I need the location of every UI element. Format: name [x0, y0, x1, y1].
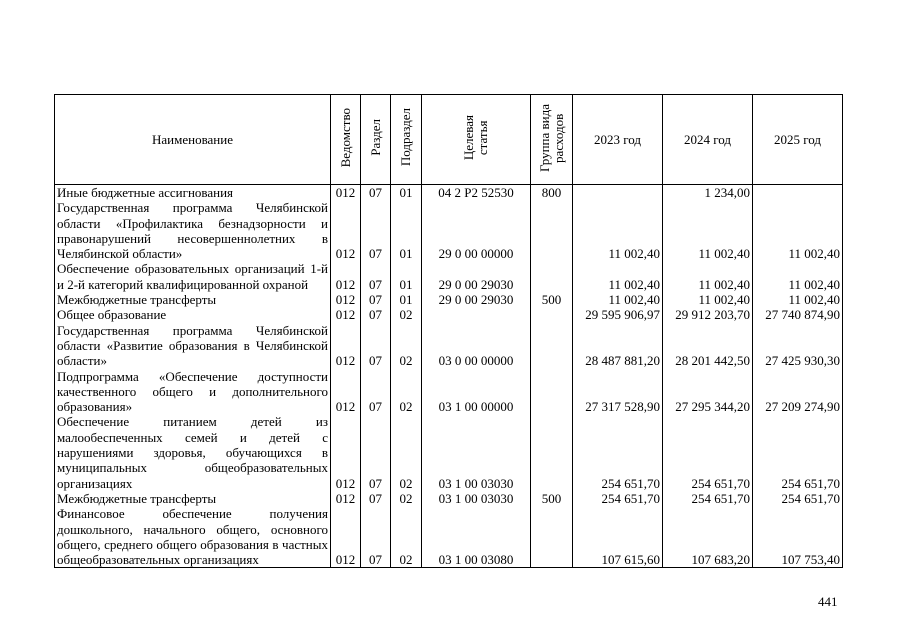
cell-y2025: 27 209 274,90: [753, 369, 843, 415]
cell-y2023: 254 651,70: [573, 414, 663, 490]
cell-y2023: 107 615,60: [573, 506, 663, 568]
cell-target: 29 0 00 29030: [422, 261, 531, 292]
table-row: [55, 323, 843, 369]
cell-y2024: 11 002,40: [663, 200, 753, 261]
cell-razdel: 07: [361, 292, 391, 307]
cell-target: 03 1 00 03080: [422, 506, 531, 568]
col-header-2023: 2023 год: [573, 95, 663, 185]
cell-ved: 012: [331, 307, 361, 322]
table-row: [55, 506, 843, 568]
cell-y2024: 1 234,00: [663, 185, 753, 201]
cell-group: 500: [531, 491, 573, 506]
cell-y2024: 107 683,20: [663, 506, 753, 568]
cell-target: 04 2 P2 52530: [422, 185, 531, 201]
col-header-vedomstvo: Ведомство: [331, 95, 361, 185]
cell-name: Общее образование: [55, 307, 331, 322]
cell-y2024: 11 002,40: [663, 292, 753, 307]
cell-name: Межбюджетные трансферты: [55, 491, 331, 506]
cell-podrazdel: 02: [391, 307, 422, 322]
cell-target: 03 1 00 00000: [422, 369, 531, 415]
cell-y2023: 11 002,40: [573, 292, 663, 307]
cell-podrazdel: 01: [391, 292, 422, 307]
table-row: [55, 261, 843, 292]
cell-name: Обеспечение питанием детей из малообеспеченных семей и детей с нарушениями здоровья, обучающихся в муниципальных общеобразовательных организациях: [55, 414, 331, 490]
cell-y2025: 11 002,40: [753, 261, 843, 292]
cell-y2024: 11 002,40: [663, 261, 753, 292]
page-number: 441: [818, 594, 838, 609]
cell-y2025: 107 753,40: [753, 506, 843, 568]
budget-table: [54, 94, 843, 568]
cell-ved: 012: [331, 506, 361, 568]
cell-razdel: 07: [361, 369, 391, 415]
cell-y2023: 11 002,40: [573, 261, 663, 292]
table-row: [55, 414, 843, 490]
cell-y2025: 254 651,70: [753, 491, 843, 506]
col-header-group: Группа вида расходов: [531, 95, 573, 185]
cell-podrazdel: 02: [391, 491, 422, 506]
cell-group: [531, 261, 573, 292]
col-header-2025: 2025 год: [753, 95, 843, 185]
cell-razdel: 07: [361, 200, 391, 261]
table-row: [55, 185, 843, 201]
cell-y2024: 254 651,70: [663, 491, 753, 506]
cell-name: Подпрограмма «Обеспечение доступности качественного общего и дополнительного образования»: [55, 369, 331, 415]
cell-target: 29 0 00 29030: [422, 292, 531, 307]
cell-y2023: [573, 185, 663, 201]
cell-name: Межбюджетные трансферты: [55, 292, 331, 307]
col-header-podrazdel: Подраздел: [391, 95, 422, 185]
cell-group: [531, 323, 573, 369]
cell-target: 03 1 00 03030: [422, 414, 531, 490]
cell-y2024: 27 295 344,20: [663, 369, 753, 415]
cell-y2024: 28 201 442,50: [663, 323, 753, 369]
cell-y2024: 29 912 203,70: [663, 307, 753, 322]
cell-y2025: 27 425 930,30: [753, 323, 843, 369]
cell-y2025: 27 740 874,90: [753, 307, 843, 322]
cell-razdel: 07: [361, 506, 391, 568]
col-header-target: Целевая статья: [422, 95, 531, 185]
col-header-razdel: Раздел: [361, 95, 391, 185]
cell-podrazdel: 01: [391, 185, 422, 201]
table-row: [55, 307, 843, 322]
cell-ved: 012: [331, 185, 361, 201]
cell-podrazdel: 02: [391, 506, 422, 568]
cell-podrazdel: 01: [391, 200, 422, 261]
table-row: [55, 491, 843, 506]
cell-group: 800: [531, 185, 573, 201]
cell-y2025: 11 002,40: [753, 292, 843, 307]
cell-razdel: 07: [361, 323, 391, 369]
cell-group: [531, 369, 573, 415]
cell-name: Обеспечение образовательных организаций 1-й и 2-й категорий квалифицированной охраной: [55, 261, 331, 292]
cell-name: Государственная программа Челябинской области «Профилактика безнадзорности и правонарушений несовершеннолетних в Челябинской области»: [55, 200, 331, 261]
cell-group: 500: [531, 292, 573, 307]
cell-ved: 012: [331, 261, 361, 292]
cell-y2025: 254 651,70: [753, 414, 843, 490]
cell-razdel: 07: [361, 261, 391, 292]
cell-group: [531, 200, 573, 261]
cell-group: [531, 307, 573, 322]
cell-y2025: 11 002,40: [753, 200, 843, 261]
cell-ved: 012: [331, 369, 361, 415]
cell-ved: 012: [331, 491, 361, 506]
cell-ved: 012: [331, 414, 361, 490]
cell-target: 29 0 00 00000: [422, 200, 531, 261]
table-row: [55, 369, 843, 415]
cell-y2025: [753, 185, 843, 201]
cell-y2023: 28 487 881,20: [573, 323, 663, 369]
cell-target: [422, 307, 531, 322]
cell-podrazdel: 02: [391, 414, 422, 490]
cell-razdel: 07: [361, 307, 391, 322]
table-row: [55, 200, 843, 261]
cell-y2023: 29 595 906,97: [573, 307, 663, 322]
cell-y2023: 254 651,70: [573, 491, 663, 506]
table-row: [55, 292, 843, 307]
cell-name: Финансовое обеспечение получения дошкольного, начального общего, основного общего, среднего общего образования в частных общеобразовательных организациях: [55, 506, 331, 568]
cell-ved: 012: [331, 200, 361, 261]
cell-razdel: 07: [361, 491, 391, 506]
cell-razdel: 07: [361, 414, 391, 490]
cell-y2023: 27 317 528,90: [573, 369, 663, 415]
cell-podrazdel: 01: [391, 261, 422, 292]
cell-target: 03 0 00 00000: [422, 323, 531, 369]
header-row: [55, 95, 843, 185]
cell-group: [531, 414, 573, 490]
col-header-2024: 2024 год: [663, 95, 753, 185]
cell-podrazdel: 02: [391, 323, 422, 369]
cell-target: 03 1 00 03030: [422, 491, 531, 506]
cell-ved: 012: [331, 323, 361, 369]
cell-y2023: 11 002,40: [573, 200, 663, 261]
col-header-name: Наименование: [55, 95, 331, 185]
cell-ved: 012: [331, 292, 361, 307]
cell-y2024: 254 651,70: [663, 414, 753, 490]
cell-podrazdel: 02: [391, 369, 422, 415]
cell-name: Иные бюджетные ассигнования: [55, 185, 331, 201]
cell-group: [531, 506, 573, 568]
cell-name: Государственная программа Челябинской области «Развитие образования в Челябинской области»: [55, 323, 331, 369]
cell-razdel: 07: [361, 185, 391, 201]
